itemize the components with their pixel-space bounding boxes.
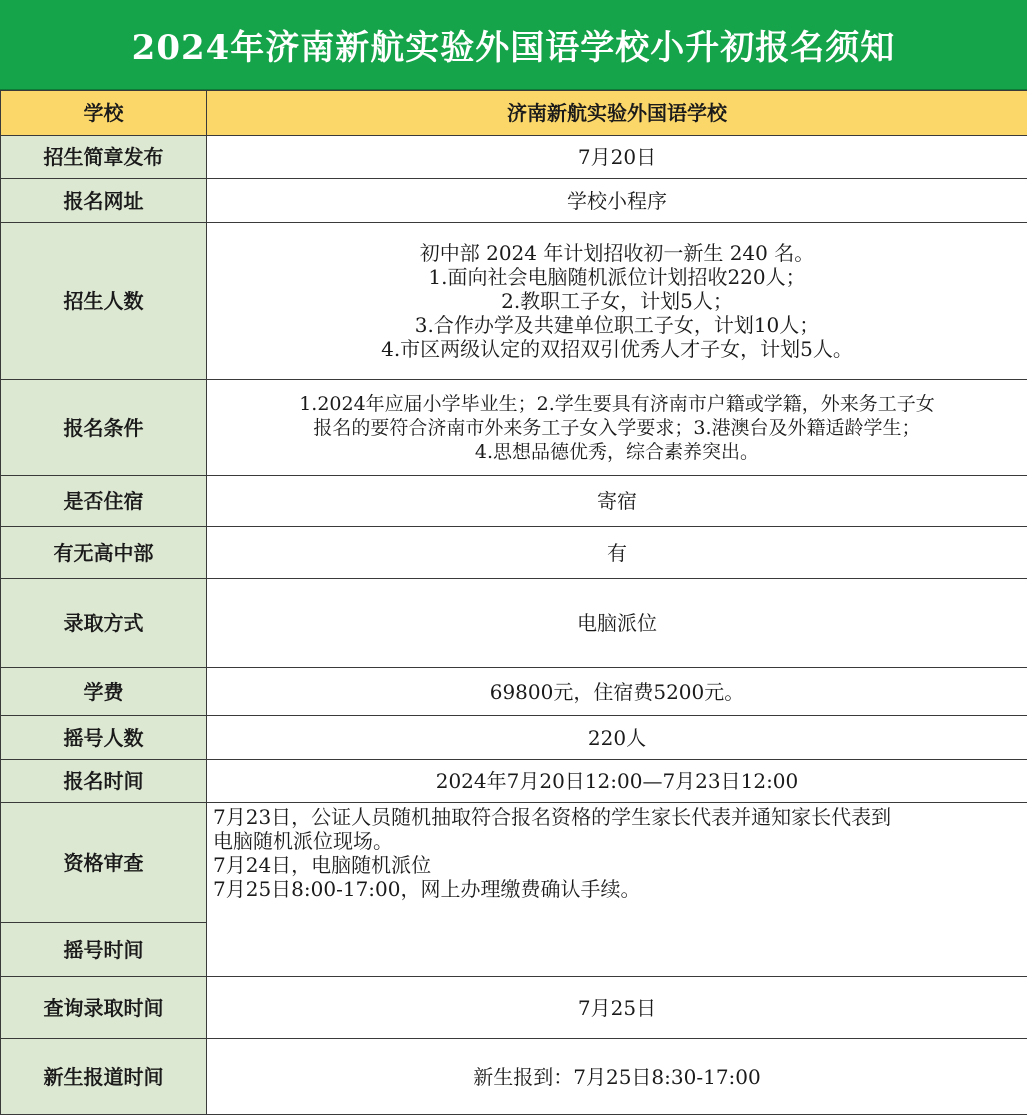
qualification-label: 资格审查	[1, 803, 207, 923]
qualification-value	[207, 803, 1027, 977]
enrollment-line: 2.教职工子女，计划5人；	[501, 289, 733, 313]
qualification-line: 7月23日，公证人员随机抽取符合报名资格的学生家长代表并通知家长代表到	[213, 805, 892, 829]
brochure-value: 7月20日	[207, 136, 1027, 179]
boarding-value: 寄宿	[207, 476, 1027, 527]
table-row-website	[1, 179, 1027, 223]
enrollment-value	[207, 223, 1027, 380]
table-row-report-time	[1, 1039, 1027, 1115]
admission-method-value: 电脑派位	[207, 579, 1027, 668]
qualification-line: 电脑随机派位现场。	[213, 829, 393, 853]
qualification-line: 7月24日，电脑随机派位	[213, 853, 432, 877]
enrollment-line: 1.面向社会电脑随机派位计划招收220人；	[428, 265, 806, 289]
tuition-label: 学费	[1, 668, 207, 716]
admission-method-label: 录取方式	[1, 579, 207, 668]
conditions-value	[207, 380, 1027, 476]
result-query-value: 7月25日	[207, 977, 1027, 1039]
table-row-qualification	[1, 803, 1027, 923]
header-label: 学校	[1, 91, 207, 136]
table-row-boarding	[1, 476, 1027, 527]
table-row-registration-time	[1, 760, 1027, 803]
table-row-tuition	[1, 668, 1027, 716]
lottery-count-label: 摇号人数	[1, 716, 207, 760]
registration-time-value: 2024年7月20日12:00—7月23日12:00	[207, 760, 1027, 803]
lottery-time-label: 摇号时间	[1, 923, 207, 977]
enrollment-line: 初中部 2024 年计划招收初一新生 240 名。	[419, 241, 815, 265]
table-row-school	[1, 91, 1027, 136]
conditions-line: 4.思想品德优秀，综合素养突出。	[474, 440, 760, 463]
table-row-result-query	[1, 977, 1027, 1039]
table-row-brochure	[1, 136, 1027, 179]
table-row-admission-method	[1, 579, 1027, 668]
lottery-count-value: 220人	[207, 716, 1027, 760]
table-row-conditions	[1, 380, 1027, 476]
conditions-line: 报名的要符合济南市外来务工子女入学要求；3.港澳台及外籍适龄学生；	[313, 416, 921, 439]
report-time-value: 新生报到：7月25日8:30-17:00	[207, 1039, 1027, 1115]
conditions-line: 1.2024年应届小学毕业生；2.学生要具有济南市户籍或学籍，外来务工子女	[299, 392, 935, 415]
registration-time-label: 报名时间	[1, 760, 207, 803]
website-link[interactable]: 学校小程序	[207, 179, 1027, 223]
table-row-enrollment	[1, 223, 1027, 380]
high-school-value: 有	[207, 527, 1027, 579]
qualification-line: 7月25日8:00-17:00，网上办理缴费确认手续。	[213, 877, 641, 901]
info-table	[0, 90, 1027, 1115]
report-time-label: 新生报道时间	[1, 1039, 207, 1115]
tuition-value: 69800元，住宿费5200元。	[207, 668, 1027, 716]
enrollment-label: 招生人数	[1, 223, 207, 380]
table-row-high-school	[1, 527, 1027, 579]
header-value: 济南新航实验外国语学校	[207, 91, 1027, 136]
table-row-lottery-count	[1, 716, 1027, 760]
brochure-label: 招生简章发布	[1, 136, 207, 179]
high-school-label: 有无高中部	[1, 527, 207, 579]
result-query-label: 查询录取时间	[1, 977, 207, 1039]
website-label: 报名网址	[1, 179, 207, 223]
enrollment-line: 4.市区两级认定的双招双引优秀人才子女，计划5人。	[381, 337, 853, 361]
conditions-label: 报名条件	[1, 380, 207, 476]
enrollment-line: 3.合作办学及共建单位职工子女，计划10人；	[414, 313, 820, 337]
page-title: 2024年济南新航实验外国语学校小升初报名须知	[0, 0, 1027, 90]
boarding-label: 是否住宿	[1, 476, 207, 527]
